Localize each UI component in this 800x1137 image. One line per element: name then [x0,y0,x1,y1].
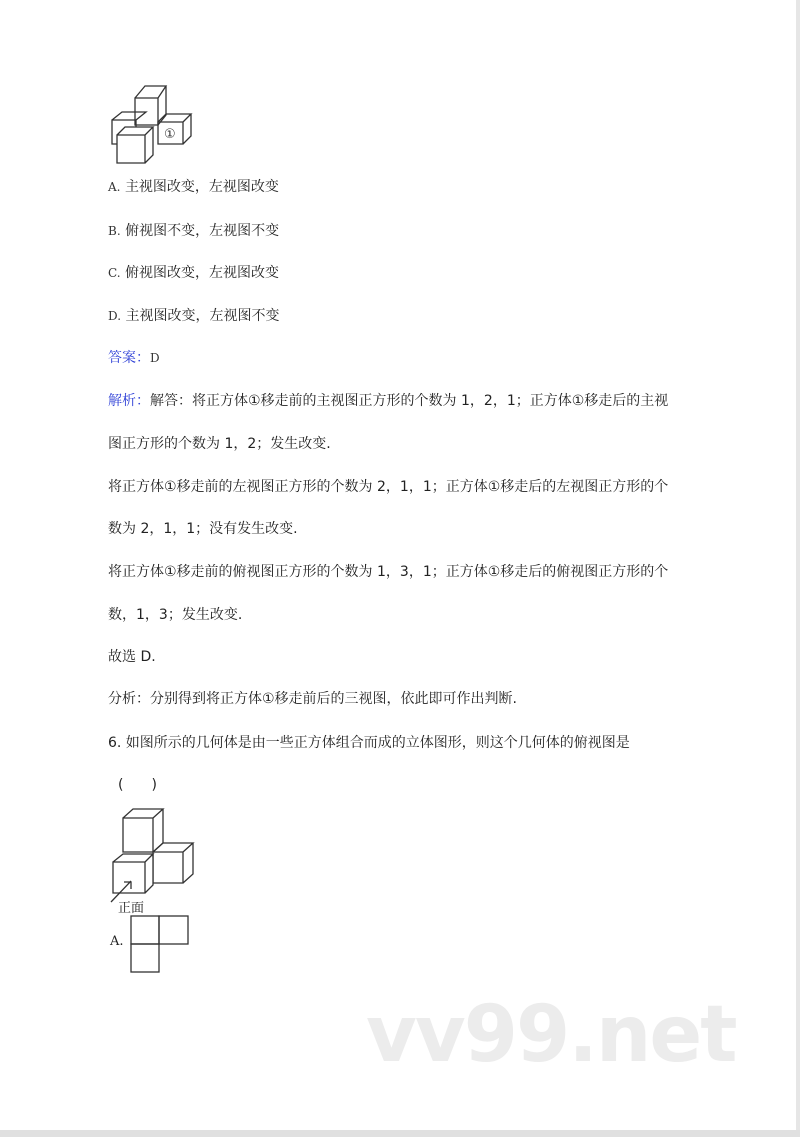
option-c: C. 俯视图改变，左视图改变 [108,265,280,281]
analysis-line: 将正方体①移走前的左视图正方形的个数为 2，1，1；正方体①移走后的左视图正方形的个 [108,479,669,495]
analysis-line: 故选 D. [108,649,156,665]
option-a-top-view [131,916,188,972]
answer: 答案：D [108,350,160,366]
analysis-line: 分析：分别得到将正方体①移走前后的三视图，依此即可作出判断. [108,691,517,707]
analysis-line: 图正方形的个数为 1，2；发生改变. [108,436,331,452]
analysis-line: 将正方体①移走前的俯视图正方形的个数为 1，3，1；正方体①移走后的俯视图正方形的个 [108,564,669,580]
option-a: A. 主视图改变，左视图改变 [108,179,279,195]
answer-paren: ( ) [118,777,157,793]
analysis-line: 数，1，3；发生改变. [108,607,243,623]
option-b: B. 俯视图不变，左视图不变 [108,223,280,239]
question-6-stem: 6. 如图所示的几何体是由一些正方体组合而成的立体图形，则这个几何体的俯视图是 [108,735,630,751]
marker-1: ① [164,127,176,142]
watermark: vv99.net [366,990,736,1080]
analysis-line: 解析：解答：将正方体①移走前的主视图正方形的个数为 1，2，1；正方体①移走后的主视 [108,393,669,409]
analysis-line: 数为 2，1，1；没有发生改变. [108,521,298,537]
option-a-label: A. [110,934,124,949]
figure-cubes-q5 [112,86,191,163]
figure-cubes-q6 [111,809,193,902]
option-d: D. 主视图改变，左视图不变 [108,308,280,324]
front-label: 正面 [118,901,145,916]
